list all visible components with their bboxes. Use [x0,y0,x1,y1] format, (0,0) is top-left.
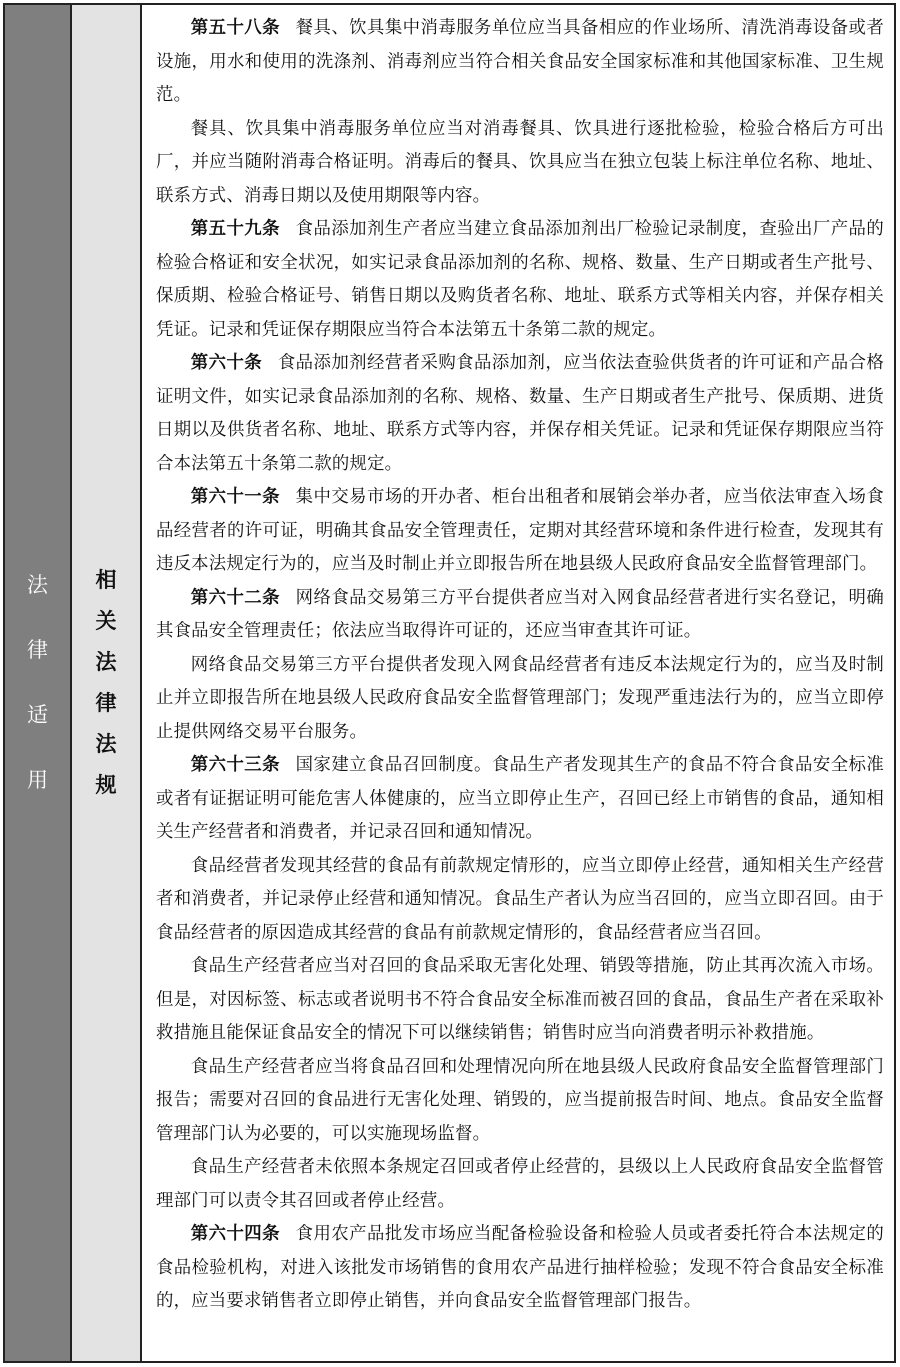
law-paragraph [156,1218,884,1319]
paragraph-text: 餐具、饮具集中消毒服务单位应当具备相应的作业场所、清洗消毒设备或者设施，用水和使用的洗涤剂、消毒剂应当符合相关食品安全国家标准和其他国家标准、卫生规范。 [156,18,884,105]
article-number: 第六十四条 [190,1224,280,1244]
law-paragraph [156,1151,884,1218]
subcategory-label-char: 关 [95,609,117,633]
law-paragraph [156,850,884,951]
subcategory-label-char: 相 [95,568,117,592]
paragraph-text: 食品添加剂经营者采购食品添加剂，应当依法查验供货者的许可证和产品合格证明文件，如实记录食品添加剂的名称、规格、数量、生产日期或者生产批号、保质期、进货日期以及供货者名称、地址、联系方式等内容，并保存相关凭证。记录和凭证保存期限应当符合本法第五十条第二款的规定。 [156,353,884,474]
law-paragraph [156,12,884,113]
paragraph-text: 餐具、饮具集中消毒服务单位应当对消毒餐具、饮具进行逐批检验，检验合格后方可出厂，并应当随附消毒合格证明。消毒后的餐具、饮具应当在独立包装上标注单位名称、地址、联系方式、消毒日期以及使用期限等内容。 [156,118,884,206]
paragraph-text: 食用农产品批发市场应当配备检验设备和检验人员或者委托符合本法规定的食品检验机构，对进入该批发市场销售的食用农产品进行抽样检验；发现不符合食品安全标准的，应当要求销售者立即停止销售，并向食品安全监督管理部门报告。 [156,1224,884,1311]
subcategory-label [96,560,117,806]
paragraph-text: 食品添加剂生产者应当建立食品添加剂出厂检验记录制度，查验出厂产品的检验合格证和安全状况，如实记录食品添加剂的名称、规格、数量、生产日期或者生产批号、保质期、检验合格证号、销售日期以及购货者名称、地址、联系方式等相关内容，并保存相关凭证。记录和凭证保存期限应当符合本法第五十条第二款的规定。 [156,219,884,340]
paragraph-text: 食品生产经营者应当对召回的食品采取无害化处理、销毁等措施，防止其再次流入市场。但是，对因标签、标志或者说明书不符合食品安全标准而被召回的食品，食品生产者在采取补救措施且能保证食品安全的情况下可以继续销售；销售时应当向消费者明示补救措施。 [156,956,884,1043]
category-label-char: 适 [27,703,48,727]
category-label-char: 法 [27,573,48,597]
paragraph-text: 网络食品交易第三方平台提供者发现入网食品经营者有违反本法规定行为的，应当及时制止并立即报告所在地县级人民政府食品安全监督管理部门；发现严重违法行为的，应当立即停止提供网络交易平台服务。 [156,654,884,742]
article-number: 第五十八条 [190,18,280,38]
subcategory-label-char: 规 [95,773,117,797]
article-number: 第六十条 [190,353,263,373]
law-text-column [142,5,894,1361]
paragraph-text: 网络食品交易第三方平台提供者应当对入网食品经营者进行实名登记，明确其食品安全管理责任；依法应当取得许可证的，还应当审查其许可证。 [156,587,884,641]
category-label-char: 律 [27,638,48,662]
category-label [27,553,48,813]
subcategory-label-char: 法 [95,732,117,756]
subcategory-label-char: 律 [95,691,117,715]
paragraph-text: 食品生产经营者未依照本条规定召回或者停止经营的，县级以上人民政府食品安全监督管理部门可以责令其召回或者停止经营。 [156,1157,884,1211]
law-paragraph [156,582,884,649]
category-label-char: 用 [27,768,48,792]
law-paragraph [156,113,884,214]
paragraph-text: 集中交易市场的开办者、柜台出租者和展销会举办者，应当依法审查入场食品经营者的许可证，明确其食品安全管理责任，定期对其经营环境和条件进行检查，发现其有违反本法规定行为的，应当及时制止并立即报告所在地县级人民政府食品安全监督管理部门。 [156,487,884,574]
law-paragraph [156,950,884,1051]
subcategory-label-char: 法 [95,650,117,674]
paragraph-text: 国家建立食品召回制度。食品生产者发现其生产的食品不符合食品安全标准或者有证据证明可能危害人体健康的，应当立即停止生产，召回已经上市销售的食品，通知相关生产经营者和消费者，并记录召回和通知情况。 [156,755,884,842]
category-column [5,5,72,1361]
law-paragraph [156,213,884,347]
article-number: 第五十九条 [190,219,280,239]
law-paragraph [156,347,884,481]
article-number: 第六十二条 [190,587,280,608]
article-number: 第六十三条 [190,755,280,775]
subcategory-column [72,5,142,1361]
law-paragraph [156,649,884,750]
law-paragraph [156,481,884,582]
paragraph-text: 食品经营者发现其经营的食品有前款规定情形的，应当立即停止经营，通知相关生产经营者和消费者，并记录停止经营和通知情况。食品生产者认为应当召回的，应当立即召回。由于食品经营者的原因造成其经营的食品有前款规定情形的，食品经营者应当召回。 [156,855,884,943]
law-paragraph [156,749,884,850]
law-table [3,3,896,1363]
article-number: 第六十一条 [190,487,280,507]
law-paragraph [156,1051,884,1152]
paragraph-text: 食品生产经营者应当将食品召回和处理情况向所在地县级人民政府食品安全监督管理部门报告；需要对召回的食品进行无害化处理、销毁的，应当提前报告时间、地点。食品安全监督管理部门认为必要的，可以实施现场监督。 [156,1056,884,1144]
